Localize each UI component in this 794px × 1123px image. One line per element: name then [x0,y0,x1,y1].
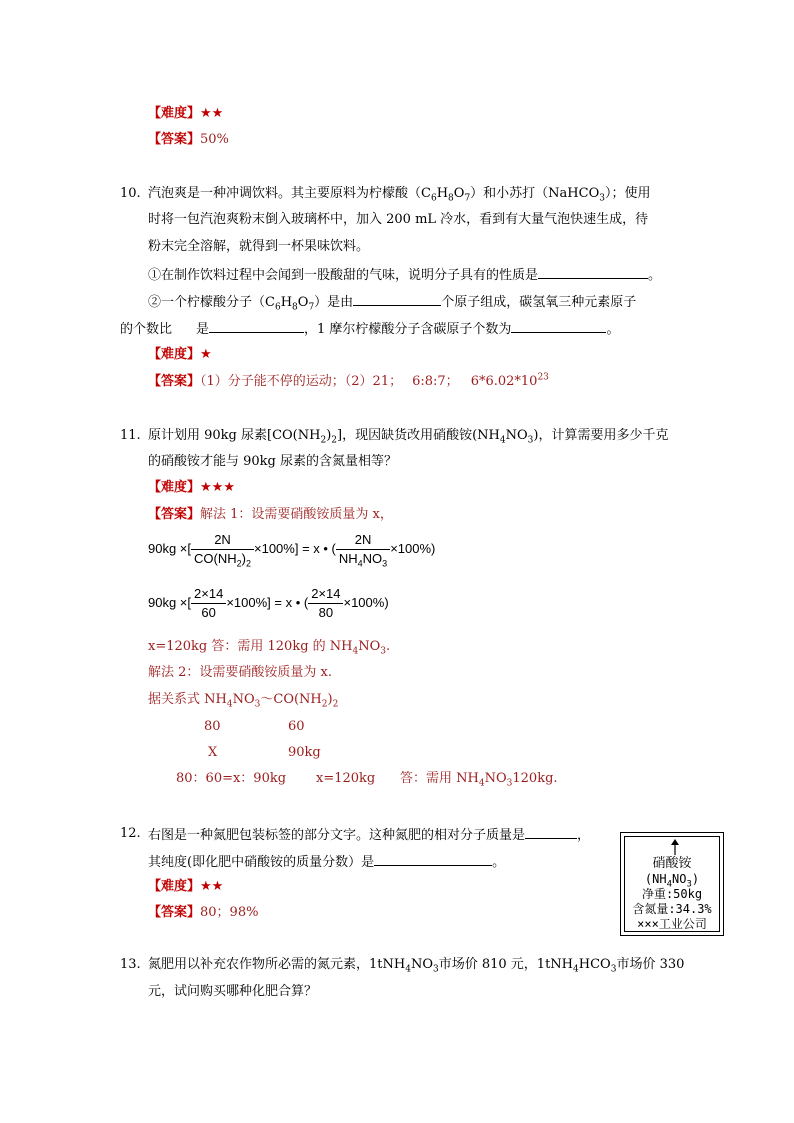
q12-difficulty [148,879,223,895]
difficulty-stars: ★★ [200,879,224,894]
q13-number: 13. [120,957,141,972]
difficulty-stars: ★ [200,347,212,362]
fertilizer-label [620,832,724,936]
difficulty-stars: ★★ [200,106,224,121]
q13-line1: 氮肥用以补充农作物所必需的氮元素，$1tNH_4NO_3$市场价 810 元，$1tNH_4HCO_3$市场价 330 [148,957,685,975]
q11-difficulty [148,480,235,496]
q10-difficulty [148,347,212,363]
answer-blank[interactable] [374,853,492,866]
q11-proportion: 80：60=x：90kg [176,771,287,786]
q11-r80: 80 [204,719,221,734]
q12-answer: 【答案】80；98% [148,905,259,920]
fraction: $\frac{2\times 14}{80}$ [308,585,343,622]
difficulty-label: 【难度】 [148,879,201,894]
q9-difficulty [148,106,223,122]
fraction: $\frac{2N}{CO(NH_2)_2}$ [191,531,254,568]
q11-line1: 原计划用 90kg 尿素$[CO(NH_2)_2]$，现因缺货改用硝酸铵$(NH_4NO_3)$，计算需要用多少千克 [148,428,669,446]
fraction: $\frac{2N}{NH_4NO_3}$ [336,531,390,568]
q12-line1: 右图是一种氮肥包装标签的部分文字。这种氮肥的相对分子质量是 ， [148,828,591,843]
q10-line2: 时将一包汽泡爽粉末倒入玻璃杯中，加入 200 mL 冷水，看到有大量气泡快速生成，待 [148,212,649,227]
q11-answer: 【答案】解法 1：设需要硝酸铵质量为 x， [148,507,393,522]
q11-relation: 据关系式 $NH_4NO_3\sim CO(NH_2)_2$ [148,692,339,710]
q11-final: 答：需用 $NH_4NO_3120kg$. [400,771,558,789]
q12-number: 12. [120,826,141,841]
answer-label: 【答案】 [148,905,201,920]
q11-line2: 的硝酸铵才能与 90kg 尿素的含氮量相等？ [148,454,398,469]
label-nitrogen-content: 含氮量:34.3% [632,902,712,916]
equation-1: 90kg ×[ $\frac{2N}{CO(NH_2)_2}$ ×100%] = x • ( $\frac{2N}{NH_4NO_3}$ ×100%) [148,532,436,569]
fraction: $\frac{2\times 14}{60}$ [191,585,226,622]
q10-sub2: ②一个柠檬酸分子$(C_6H_8O_7)$是由 个原子组成，碳氢氧三种元素原子 [148,295,637,313]
label-company: ×××工业公司 [637,917,707,931]
answer-blank[interactable] [538,266,648,279]
q10-sub1: ①在制作饮料过程中会闻到一股酸甜的气味，说明分子具有的性质是 。 [148,268,662,283]
q11-r60: 60 [288,719,305,734]
q11-result1: x=120kg 答：需用 120kg 的 $NH_4NO_3$. [148,639,391,657]
answer-blank[interactable] [525,826,577,839]
difficulty-label: 【难度】 [148,106,201,121]
answer-blank[interactable] [511,320,606,333]
q11-r90: 90kg [288,745,321,760]
q11-xresult: x=120kg [316,771,376,786]
fertilizer-label-inner [624,836,720,932]
answer-label: 【答案】 [148,374,201,389]
q12-line2: 其纯度(即化肥中硝酸铵的质量分数）是 。 [148,855,506,870]
answer-label: 【答案】 [148,132,201,147]
label-net-weight: 净重:50kg [641,887,703,901]
q10-sub3: 的个数比 是 ，1 摩尔柠檬酸分子含碳原子个数为 。 [120,322,620,337]
q13-line2: 元，试问购买哪种化肥合算？ [148,984,318,999]
label-product-name: 硝酸铵 [652,856,692,871]
answer-blank[interactable] [353,293,441,306]
answer-label: 【答案】 [148,507,201,522]
label-formula: $(NH_4NO_3)$ [644,872,700,890]
difficulty-label: 【难度】 [148,347,201,362]
q9-answer [148,132,229,148]
q10-line3: 粉末完全溶解，就得到一杯果味饮料。 [148,239,370,254]
q11-number: 11. [120,428,141,443]
arrow-up-icon [669,839,681,855]
difficulty-stars: ★★★ [200,480,235,495]
difficulty-label: 【难度】 [148,480,201,495]
q11-rX: X [208,745,218,760]
equation-2: 90kg ×[ $\frac{2\times 14}{60}$ ×100%] = x • ( $\frac{2\times 14}{80}$ ×100%) [148,586,389,621]
q10-answer: 【答案】（1）分子能不停的运动；（2）21； 6:8:7； $6*6.02*10^{23}$ [148,372,549,389]
q11-method2: 解法 2：设需要硝酸铵质量为 x. [148,665,332,680]
answer-blank[interactable] [209,320,304,333]
answer-text: 50% [200,132,229,147]
q10-line1: 汽泡爽是一种冲调饮料。其主要原料为柠檬酸$(C_6H_8O_7)$和小苏打（NaHCO$_3$）；使用 [148,186,651,204]
q10-number: 10. [120,186,141,201]
